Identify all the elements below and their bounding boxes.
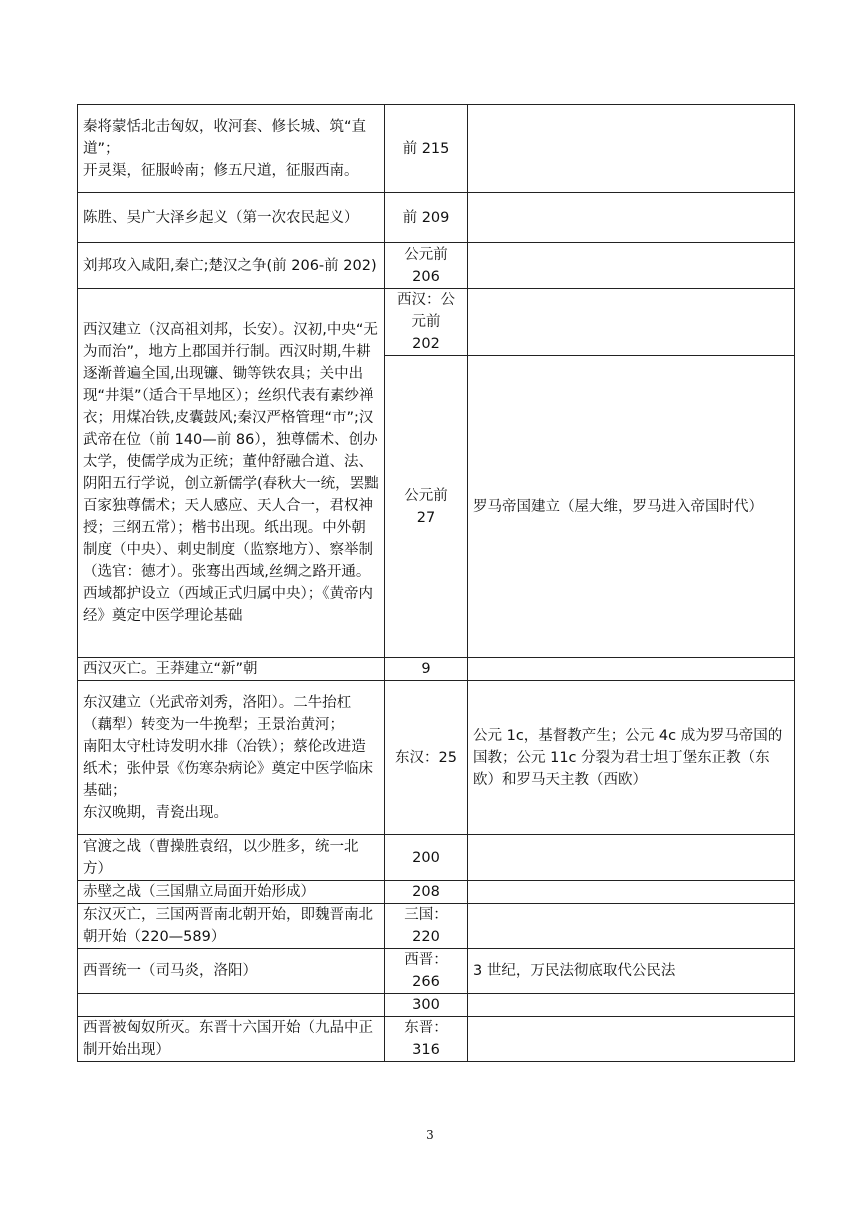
event-cell: 东汉建立（光武帝刘秀，洛阳）。二牛抬杠（藕犁）转变为一牛挽犁；王景治黄河； 南阳太守杜诗发明水排（冶铁）；蔡伦改进造纸术；张仲景《伤寒杂病论》奠定中医学临床基础； 东汉晚期，青瓷出现。 [78, 681, 385, 835]
year-cell: 200 [385, 835, 468, 881]
table-row [78, 105, 795, 193]
year-cell: 东汉：25 [385, 681, 468, 835]
table-row [78, 658, 795, 681]
world-event-cell [468, 1017, 795, 1062]
event-cell: 西晋统一（司马炎，洛阳） [78, 949, 385, 994]
world-event-cell [468, 881, 795, 904]
event-cell: 西晋被匈奴所灭。东晋十六国开始（九品中正制开始出现） [78, 1017, 385, 1062]
year-cell: 9 [385, 658, 468, 681]
table-row [78, 193, 795, 243]
world-event-cell [468, 835, 795, 881]
world-event-cell: 3 世纪，万民法彻底取代公民法 [468, 949, 795, 994]
page-number: 3 [426, 1128, 434, 1142]
event-cell: 官渡之战（曹操胜袁绍，以少胜多，统一北方） [78, 835, 385, 881]
table-row [78, 243, 795, 289]
event-cell: 陈胜、吴广大泽乡起义（第一次农民起义） [78, 193, 385, 243]
table-row [78, 835, 795, 881]
year-cell: 300 [385, 994, 468, 1017]
world-event-cell: 罗马帝国建立（屋大维，罗马进入帝国时代） [468, 356, 795, 658]
world-event-cell [468, 994, 795, 1017]
year-cell: 公元前 27 [385, 356, 468, 658]
year-cell: 三国： 220 [385, 904, 468, 949]
world-event-cell [468, 243, 795, 289]
table-row [78, 681, 795, 835]
table-row [78, 904, 795, 949]
year-cell: 西晋： 266 [385, 949, 468, 994]
event-cell: 秦将蒙恬北击匈奴，收河套、修长城、筑“直道”； 开灵渠，征服岭南；修五尺道，征服西南。 [78, 105, 385, 193]
year-cell: 公元前 206 [385, 243, 468, 289]
world-event-cell: 公元 1c，基督教产生；公元 4c 成为罗马帝国的国教；公元 11c 分裂为君士坦丁堡东正教（东欧）和罗马天主教（西欧） [468, 681, 795, 835]
year-cell: 前 215 [385, 105, 468, 193]
event-cell: 西汉灭亡。王莽建立“新”朝 [78, 658, 385, 681]
world-event-cell [468, 193, 795, 243]
table-row [78, 1017, 795, 1062]
event-cell: 西汉建立（汉高祖刘邦，长安）。汉初,中央“无为而治”，地方上郡国并行制。西汉时期,牛耕逐渐普遍全国,出现镰、锄等铁农具；关中出现“井渠”（适合干旱地区）；丝织代表有素纱禅衣；用煤冶铁,皮囊鼓风;秦汉严格管理“市”;汉武帝在位（前 140—前 86），独尊儒术、创办太学，使儒学成为正统；董仲舒融合道、法、阴阳五行学说，创立新儒学(春秋大一统，罢黜百家独尊儒术；天人感应、天人合一，君权神授；三纲五常）；楷书出现。纸出现。中外朝制度（中央）、刺史制度（监察地方）、察举制（选官：德才）。张骞出西域,丝绸之路开通。西域都护设立（西域正式归属中央）；《黄帝内经》奠定中医学理论基础 [78, 289, 385, 658]
table-row [78, 994, 795, 1017]
table-row [78, 949, 795, 994]
world-event-cell [468, 658, 795, 681]
table-row [78, 289, 795, 356]
world-event-cell [468, 904, 795, 949]
year-cell: 西汉：公元前 202 [385, 289, 468, 356]
world-event-cell [468, 289, 795, 356]
event-cell: 东汉灭亡，三国两晋南北朝开始，即魏晋南北朝开始（220—589） [78, 904, 385, 949]
event-cell [78, 994, 385, 1017]
event-cell: 刘邦攻入咸阳,秦亡;楚汉之争(前 206-前 202) [78, 243, 385, 289]
timeline-table [77, 104, 795, 1062]
table-row [78, 881, 795, 904]
year-cell: 东晋： 316 [385, 1017, 468, 1062]
world-event-cell [468, 105, 795, 193]
event-cell: 赤壁之战（三国鼎立局面开始形成） [78, 881, 385, 904]
year-cell: 前 209 [385, 193, 468, 243]
year-cell: 208 [385, 881, 468, 904]
